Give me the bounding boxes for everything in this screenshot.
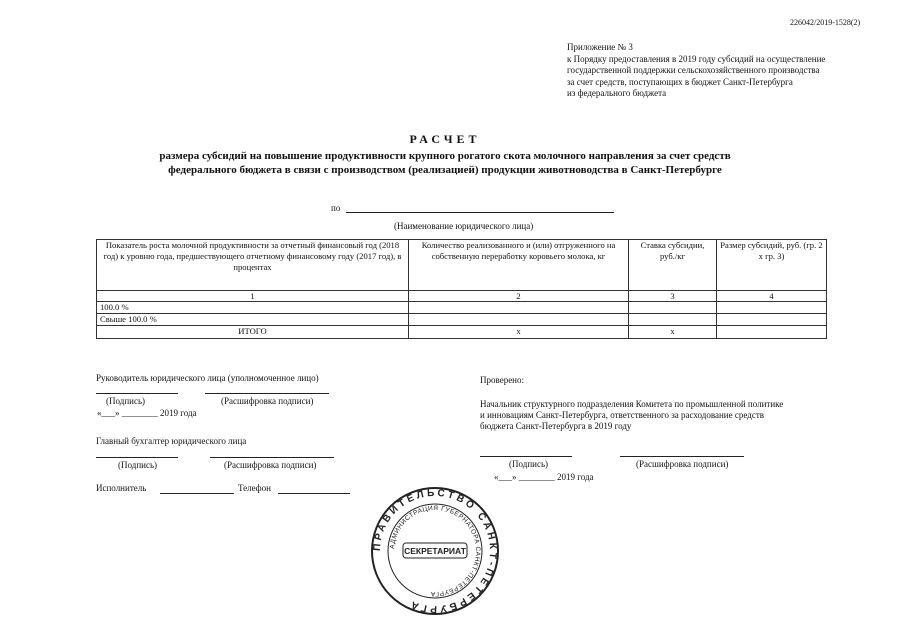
table-cell[interactable] bbox=[629, 314, 717, 326]
date-line[interactable]: «___» ________ 2019 года bbox=[97, 408, 197, 418]
total-label: ИТОГО bbox=[97, 326, 409, 339]
table-cell[interactable] bbox=[409, 302, 629, 314]
entity-name-caption: (Наименование юридического лица) bbox=[394, 221, 534, 231]
official-title-line: бюджета Санкт-Петербурга в 2019 году bbox=[480, 421, 632, 431]
table-header-row bbox=[97, 240, 827, 291]
column-number: 1 bbox=[97, 291, 409, 302]
total-amount[interactable] bbox=[717, 326, 827, 339]
table-cell[interactable] bbox=[409, 314, 629, 326]
table-cell: х bbox=[409, 326, 629, 339]
appendix-header bbox=[567, 42, 825, 100]
table-row bbox=[97, 314, 827, 326]
signature-line[interactable] bbox=[96, 457, 178, 458]
signature-line[interactable] bbox=[480, 456, 572, 457]
stamp-outer-text: ПРАВИТЕЛЬСТВО САНКТ-ПЕТЕРБУРГА bbox=[371, 487, 499, 615]
signature-caption: (Подпись) bbox=[118, 460, 158, 470]
column-header: Показатель роста молочной продуктивности за отчетный финансовый год (2018 год) к уровню года, предшествующего отчетному финансовому году (2017 год), в процентах bbox=[97, 240, 409, 291]
decode-caption: (Расшифровка подписи) bbox=[224, 460, 317, 470]
secretariat-stamp bbox=[370, 486, 500, 616]
stamp-inner-text: АДМИНИСТРАЦИЯ ГУБЕРНАТОРА САНКТ-ПЕТЕРБУРГА bbox=[388, 504, 482, 598]
table-cell[interactable] bbox=[717, 302, 827, 314]
table-cell: х bbox=[629, 326, 717, 339]
appendix-line: к Порядку предоставления в 2019 году субсидий на осуществление bbox=[567, 53, 826, 64]
date-line[interactable]: «___» ________ 2019 года bbox=[494, 472, 594, 482]
document-id: 226042/2019-1528(2) bbox=[790, 18, 861, 27]
appendix-line: государственной поддержки сельскохозяйственного производства bbox=[567, 65, 820, 75]
column-header: Размер субсидий, руб. (гр. 2 х гр. 3) bbox=[717, 240, 827, 291]
column-number: 4 bbox=[717, 291, 827, 302]
decode-line[interactable] bbox=[210, 457, 334, 458]
document-subtitle: федерального бюджета в связи с производством (реализацией) продукции животноводства в Санкт-Петербурге bbox=[168, 164, 722, 176]
entity-name-field[interactable] bbox=[346, 203, 614, 213]
column-number: 2 bbox=[409, 291, 629, 302]
calculation-table bbox=[96, 239, 827, 339]
phone-label: Телефон bbox=[238, 483, 271, 493]
table-row bbox=[97, 302, 827, 314]
stamp-center-text: СЕКРЕТАРИАТ bbox=[404, 546, 466, 556]
table-cell: 100.0 % bbox=[97, 302, 409, 314]
official-title-line: Начальник структурного подразделения Комитета по промышленной политике bbox=[480, 399, 784, 409]
appendix-line: Приложение № 3 bbox=[567, 42, 633, 52]
official-title-line: и инновациям Санкт-Петербурга, ответственного за расходование средств bbox=[480, 410, 764, 420]
table-cell: Свыше 100.0 % bbox=[97, 314, 409, 326]
document-subtitle: размера субсидий на повышение продуктивности крупного рогатого скота молочного направления за счет средств bbox=[159, 150, 731, 162]
decode-line[interactable] bbox=[205, 393, 329, 394]
document-title: РАСЧЕТ bbox=[409, 132, 481, 146]
table-cell[interactable] bbox=[629, 302, 717, 314]
column-number: 3 bbox=[629, 291, 717, 302]
column-header: Количество реализованного и (или) отгруженного на собственную переработку коровьего молока, кг bbox=[409, 240, 629, 291]
decode-line[interactable] bbox=[620, 456, 744, 457]
decode-caption: (Расшифровка подписи) bbox=[221, 396, 314, 406]
table-cell[interactable] bbox=[717, 314, 827, 326]
executor-label: Исполнитель bbox=[96, 483, 147, 493]
stamp-seal-icon bbox=[370, 486, 500, 616]
appendix-line: из федерального бюджета bbox=[567, 88, 667, 98]
column-header: Ставка субсидии, руб./кг bbox=[629, 240, 717, 291]
executor-field[interactable] bbox=[160, 493, 234, 494]
checked-label: Проверено: bbox=[480, 375, 525, 385]
signature-caption: (Подпись) bbox=[106, 396, 146, 406]
entity-name-line bbox=[331, 203, 614, 213]
accountant-title: Главный бухгалтер юридического лица bbox=[96, 436, 247, 446]
phone-field[interactable] bbox=[278, 493, 350, 494]
signature-line[interactable] bbox=[96, 393, 178, 394]
signature-caption: (Подпись) bbox=[509, 459, 549, 469]
title-block bbox=[60, 132, 830, 177]
head-title: Руководитель юридического лица (уполномоченное лицо) bbox=[96, 373, 319, 383]
appendix-line: за счет средств, поступающих в бюджет Санкт-Петербурга bbox=[567, 76, 793, 87]
po-label: по bbox=[331, 203, 341, 213]
decode-caption: (Расшифровка подписи) bbox=[636, 459, 729, 469]
total-row bbox=[97, 326, 827, 339]
column-number-row bbox=[97, 291, 827, 302]
